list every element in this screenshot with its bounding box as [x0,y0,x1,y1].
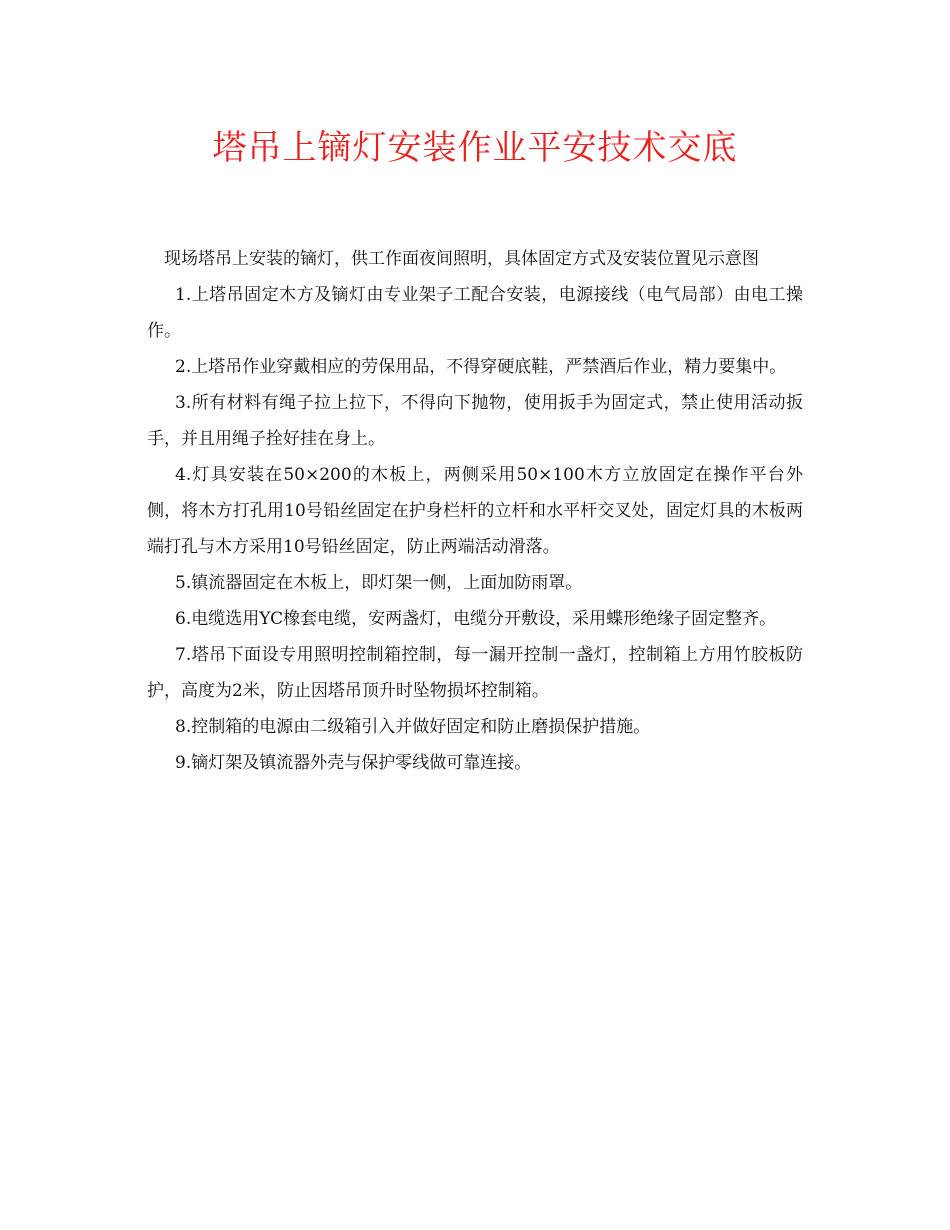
item-paragraph-6: 6.电缆选用YC橡套电缆，安两盏灯，电缆分开敷设，采用蝶形绝缘子固定整齐。 [175,609,777,629]
item-paragraph-8: 8.控制箱的电源由二级箱引入并做好固定和防止磨损保护措施。 [175,717,651,737]
item-paragraph-2: 2.上塔吊作业穿戴相应的劳保用品，不得穿硬底鞋，严禁酒后作业，精力要集中。 [175,357,787,377]
item-paragraph-9: 9.镝灯架及镇流器外壳与保护零线做可靠连接。 [175,753,532,773]
document-title: 塔吊上镝灯安装作业平安技术交底 [212,128,738,168]
intro-paragraph: 现场塔吊上安装的镝灯，供工作面夜间照明，具体固定方式及安装位置见示意图 [164,249,759,269]
document-body [147,241,803,781]
item-paragraph-7: 7.塔吊下面设专用照明控制箱控制，每一漏开控制一盏灯，控制箱上方用竹胶板防护，高度为2米，防止因塔吊顶升时坠物损坏控制箱。 [147,645,803,701]
item-paragraph-3: 3.所有材料有绳子拉上拉下，不得向下抛物，使用扳手为固定式，禁止使用活动扳手，并且用绳子拴好挂在身上。 [147,393,803,449]
item-paragraph-1: 1.上塔吊固定木方及镝灯由专业架子工配合安装，电源接线（电气局部）由电工操作。 [147,285,803,341]
item-paragraph-5: 5.镇流器固定在木板上，即灯架一侧，上面加防雨罩。 [175,573,583,593]
item-paragraph-4: 4.灯具安装在50×200的木板上，两侧采用50×100木方立放固定在操作平台外侧，将木方打孔用10号铅丝固定在护身栏杆的立杆和水平杆交叉处，固定灯具的木板两端打孔与木方采用10号铅丝固定，防止两端活动滑落。 [147,465,803,557]
